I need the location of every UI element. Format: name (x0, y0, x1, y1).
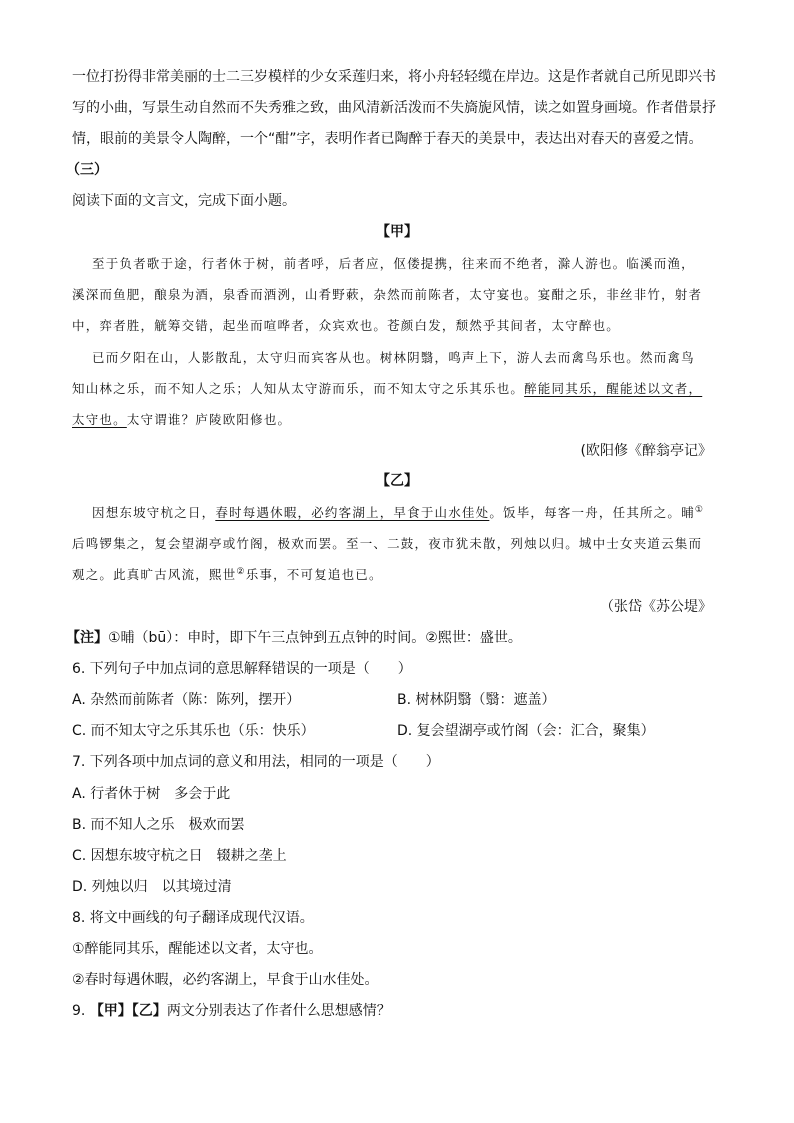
yi-line-1-text-a: 因想东坡守杭之日， (92, 505, 216, 520)
intro-line-1: 一位打扮得非常美丽的士二三岁模样的少女采莲归来，将小舟轻轻缆在岸边。这是作者就自己所见即兴书 (72, 69, 716, 85)
intro-line-2: 写的小曲，写景生动自然而不失秀雅之致，曲风清新活泼而不失旖旎风情，读之如置身画境。作者借景抒 (72, 100, 716, 116)
q6-option-d: D. 复会望湖亭或竹阁（会：汇合，聚集） (397, 723, 655, 739)
q9-number: 9. (72, 1003, 90, 1019)
section-number: （三） (66, 162, 108, 178)
yi-line-3 (72, 565, 383, 585)
jia-p2-line-2 (72, 379, 702, 399)
yi-line-2: 后鸣锣集之，复会望湖亭或竹阁，极欢而罢。至一、二鼓，夜市犹未散，列烛以归。城中士女夹道云集而 (72, 536, 703, 551)
q8-sentence-2: ②春时每遇休暇，必约客湖上，早食于山水佳处。 (72, 972, 379, 988)
jia-p1-line-3: 中，弈者胜，觥筹交错，起坐而喧哗者，众宾欢也。苍颜白发，颓然乎其间者，太守醉也。 (72, 318, 621, 333)
jia-p2-line-1: 已而夕阳在山，人影散乱，太守归而宾客从也。树林阴翳，鸣声上下，游人去而禽鸟乐也。然而禽鸟 (92, 350, 695, 365)
jia-p1-line-1: 至于负者歌于途，行者休于树，前者呼，后者应，伛偻提携，往来而不绝者，滁人游也。临溪而渔， (92, 256, 695, 271)
q6-stem: 6. 下列句子中加点词的意思解释错误的一项是（ ） (72, 661, 412, 677)
q7-stem: 7. 下列各项中加点词的意义和用法，相同的一项是（ ） (72, 754, 440, 770)
q9-tags: 【甲】【乙】 (89, 1003, 167, 1019)
yi-line-3-text-b: 乐事，不可复追也已。 (245, 567, 383, 582)
underlined-sentence-1a: 醉能同其乐，醒能述以文者， (524, 381, 703, 396)
q8-stem: 8. 将文中画线的句子翻译成现代汉语。 (72, 910, 314, 926)
footnote-marker-2: ② (236, 566, 246, 577)
intro-line-3: 情，眼前的美景令人陶醉，一个“酣”字，表明作者已陶醉于春天的美景中，表达出对春天的喜爱之情。 (72, 131, 703, 147)
footnote-marker-1: ① (694, 504, 705, 515)
notes-label: 【注】 (66, 630, 108, 646)
jia-source: (欧阳修《醉翁亭记》 (580, 443, 712, 459)
q6-option-c: C. 而不知太守之乐其乐也（乐：快乐） (72, 723, 315, 739)
jia-p2-line-3 (72, 410, 291, 430)
yi-line-3-text-a: 观之。此真旷古风流，熙世 (72, 567, 237, 582)
yi-line-1-text-c: 。饭毕，每客一舟，任其所之。晡 (489, 505, 695, 520)
jia-p1-line-2: 溪深而鱼肥，酿泉为酒，泉香而酒洌，山肴野蔌，杂然而前陈者，太守宴也。宴酣之乐，非丝非竹，射者 (72, 287, 703, 302)
notes (66, 628, 522, 648)
q6-option-b: B. 树林阴翳（翳：遮盖） (397, 692, 556, 708)
yi-source: （张岱《苏公堤》 (600, 599, 712, 615)
q9-text: 两文分别表达了作者什么思想感情？ (166, 1003, 391, 1019)
q7-option-c: C. 因想东坡守杭之日 辍耕之垄上 (72, 848, 287, 864)
yi-heading: 【乙】 (376, 473, 418, 489)
q8-sentence-1: ①醉能同其乐，醒能述以文者，太守也。 (72, 941, 323, 957)
q9-stem (72, 1001, 391, 1021)
section-instruction: 阅读下面的文言文，完成下面小题。 (72, 193, 296, 209)
q7-option-a: A. 行者休于树 多会于此 (72, 786, 231, 802)
yi-line-1 (92, 503, 704, 523)
underlined-sentence-1b: 太守也。 (72, 412, 127, 427)
jia-p2-line-2-text: 知山林之乐，而不知人之乐；人知从太守游而乐，而不知太守之乐其乐也。 (72, 381, 525, 396)
q7-option-b: B. 而不知人之乐 极欢而罢 (72, 817, 245, 833)
notes-text: ①晡（bū）：申时，即下午三点钟到五点钟的时间。②熙世：盛世。 (108, 630, 522, 646)
underlined-sentence-2: 春时每遇休暇，必约客湖上，早食于山水佳处 (215, 505, 490, 520)
q6-option-a: A. 杂然而前陈者（陈：陈列，摆开） (72, 692, 301, 708)
jia-p2-line-3-text: 太守谓谁？庐陵欧阳修也。 (126, 412, 292, 427)
jia-heading: 【甲】 (376, 224, 418, 240)
q7-option-d: D. 列烛以归 以其境过清 (72, 879, 232, 895)
